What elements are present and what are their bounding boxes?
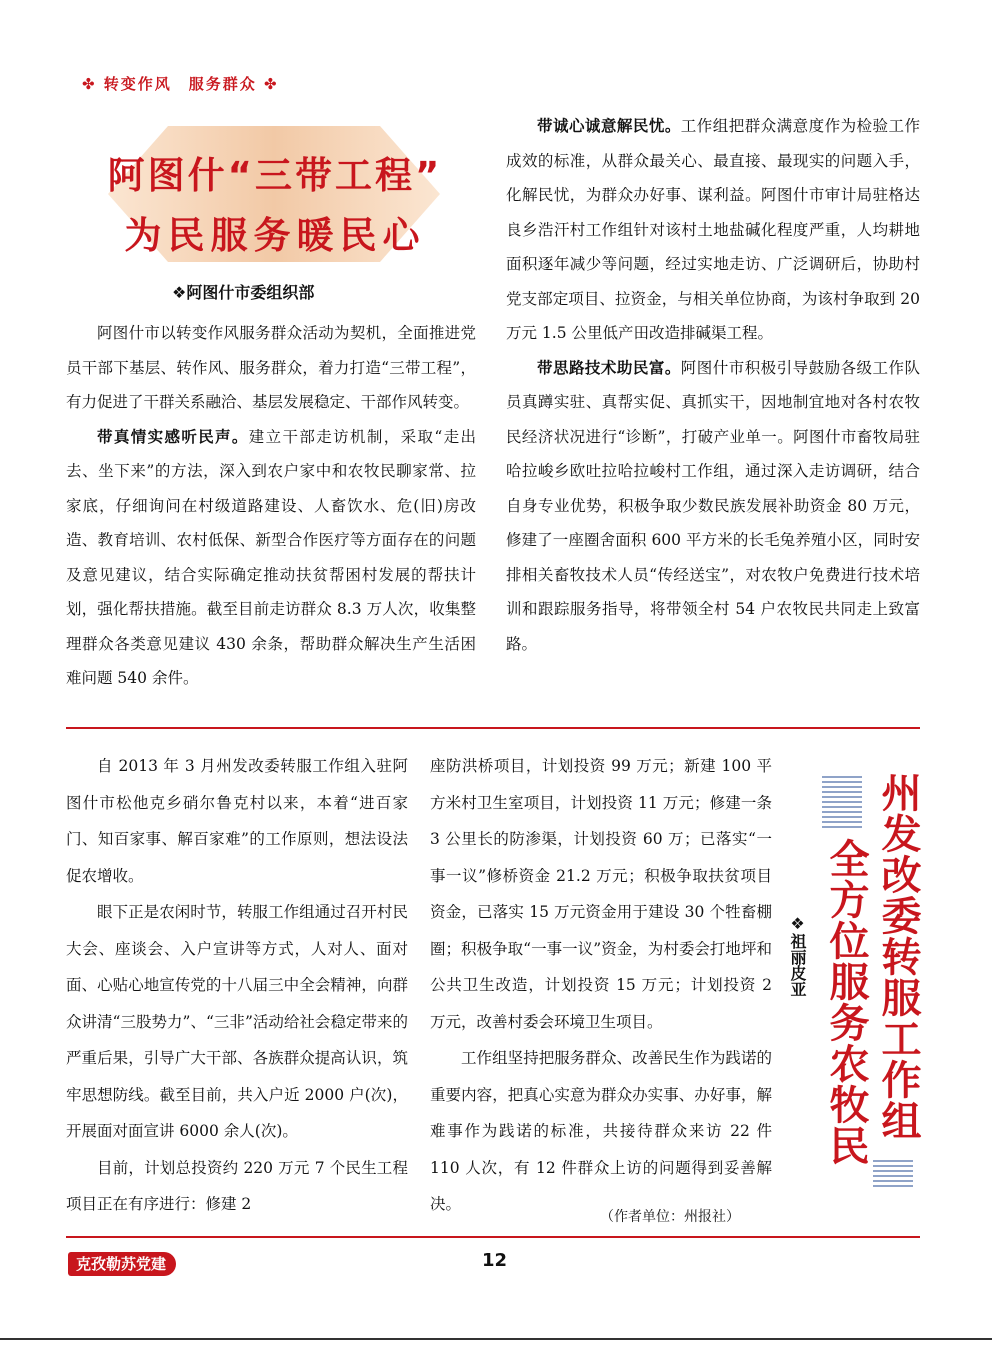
decorative-stripes [822, 776, 862, 828]
article1-paragraph-2 [506, 109, 920, 351]
article1-title-line1: 阿图什“三带工程” [107, 154, 443, 197]
article1-right-column [506, 109, 920, 661]
article2-middle-column [430, 748, 772, 1223]
section-tag: ✤ 转变作风 服务群众 ✤ [82, 75, 279, 93]
article2-paragraph-3-continued: 座防洪桥项目，计划投资 99 万元；新建 100 平方米村卫生室项目，计划投资 11 万元；修建一条 3 公里长的防渗渠，计划投资 60 万；已落实“一事一议”修桥资金 21.2 万元；积极争取扶贫项目资金，已落实 15 万元资金用于建设 30 个牲畜棚圈；积极争取“一事一议”资金，为村委会打地坪和公共卫生改造，计划投资 15 万元；计划投资 2 万元，改善村委会环境卫生项目。 [430, 757, 772, 1031]
page-edge [0, 1338, 992, 1340]
article2-paragraph-4: 工作组坚持把服务群众、改善民生作为践诺的重要内容，把真心实意为群众办实事、办好事，解难事作为践诺的标准，共接待群众来访 22 件 110 人次，有 12 件群众上访的问题得到妥善解决。 [430, 1049, 772, 1213]
page-number: 12 [482, 1250, 508, 1271]
article1-paragraph-1 [66, 420, 476, 696]
article1-title-line2: 为民服务暖民心 [124, 214, 426, 257]
article2-paragraph-1: 自 2013 年 3 月州发改委转服工作组入驻阿图什市松他克乡硝尔鲁克村以来，本着“进百家门、知百家事、解百家难”的工作原则，想法设法促农增收。 [66, 757, 408, 885]
author-unit: （作者单位：州报社） [600, 1209, 740, 1225]
article1-left-column [66, 316, 476, 696]
article1-p1-heading: 带真情实感听民声。 [97, 427, 249, 446]
magazine-brand-logo: 克孜勒苏党建 [68, 1252, 176, 1276]
article2-byline: ❖祖丽皮亚 [788, 914, 807, 997]
article1-p2-body: 工作组把群众满意度作为检验工作成效的标准，从群众最关心、最直接、最现实的问题入手，化解民忧，为群众办好事、谋利益。阿图什市审计局驻格达良乡浩汗村工作组针对该村土地盐碱化程度严重，人均耕地面积逐年减少等问题，经过实地走访、广泛调研后，协助村党支部定项目、拉资金，与相关单位协商，为该村争取到 20 万元 1.5 公里低产田改造排碱渠工程。 [506, 117, 920, 342]
article1-paragraph-3 [506, 351, 920, 662]
article2-paragraph-3-start: 目前，计划总投资约 220 万元 7 个民生工程项目正在有序进行：修建 2 [66, 1158, 408, 1213]
footer-rule [66, 1236, 920, 1238]
article1-p3-heading: 带思路技术助民富。 [537, 358, 681, 377]
article1-p2-heading: 带诚心诚意解民忧。 [537, 117, 681, 135]
article2-title-line1: 州发改委转服工作组 [875, 772, 921, 1141]
decorative-stripes [873, 1160, 913, 1190]
article1-intro: 阿图什市以转变作风服务群众活动为契机，全面推进党员干部下基层、转作风、服务群众，着力打造“三带工程”，有力促进了干群关系融洽、基层发展稳定、干部作风转变。 [66, 324, 476, 411]
article1-p1-body: 建立干部走访机制，采取“走出去、坐下来”的方法，深入到农户家中和农牧民聊家常、拉家底，仔细询问在村级道路建设、人畜饮水、危(旧)房改造、教育培训、农村低保、新型合作医疗等方面存在的问题及意见建议，结合实际确定推动扶贫帮困村发展的帮扶计划，强化帮扶措施。截至目前走访群众 8.3 万人次，收集整理群众各类意见建议 430 余条，帮助群众解决生产生活困难问题 540 余件。 [66, 427, 476, 687]
article2-left-column [66, 748, 408, 1223]
article2-title-line2: 全方位服务农牧民 [823, 838, 869, 1166]
article-divider [66, 727, 920, 729]
article1-p3-body: 阿图什市积极引导鼓励各级工作队员真蹲实驻、真帮实促、真抓实干，因地制宜地对各村农牧民经济状况进行“诊断”，打破产业单一。阿图什市畜牧局驻哈拉峻乡欧吐拉哈拉峻村工作组，通过深入走访调研，结合自身专业优势，积极争取少数民族发展补助资金 80 万元，修建了一座圈舍面积 600 平方米的长毛兔养殖小区，同时安排相关畜牧技术人员“传经送宝”，对农牧户免费进行技术培训和跟踪服务指导，将带领全村 54 户农牧民共同走上致富路。 [506, 358, 920, 653]
article2-paragraph-2: 眼下正是农闲时节，转服工作组通过召开村民大会、座谈会、入户宣讲等方式，人对人、面对面、心贴心地宣传党的十八届三中全会精神，向群众讲清“三股势力”、“三非”活动给社会稳定带来的严重后果，引导广大干部、各族群众提高认识，筑牢思想防线。截至目前，共入户近 2000 户(次)，开展面对面宣讲 6000 余人(次)。 [66, 903, 408, 1140]
article1-byline: ❖阿图什市委组织部 [172, 283, 315, 302]
